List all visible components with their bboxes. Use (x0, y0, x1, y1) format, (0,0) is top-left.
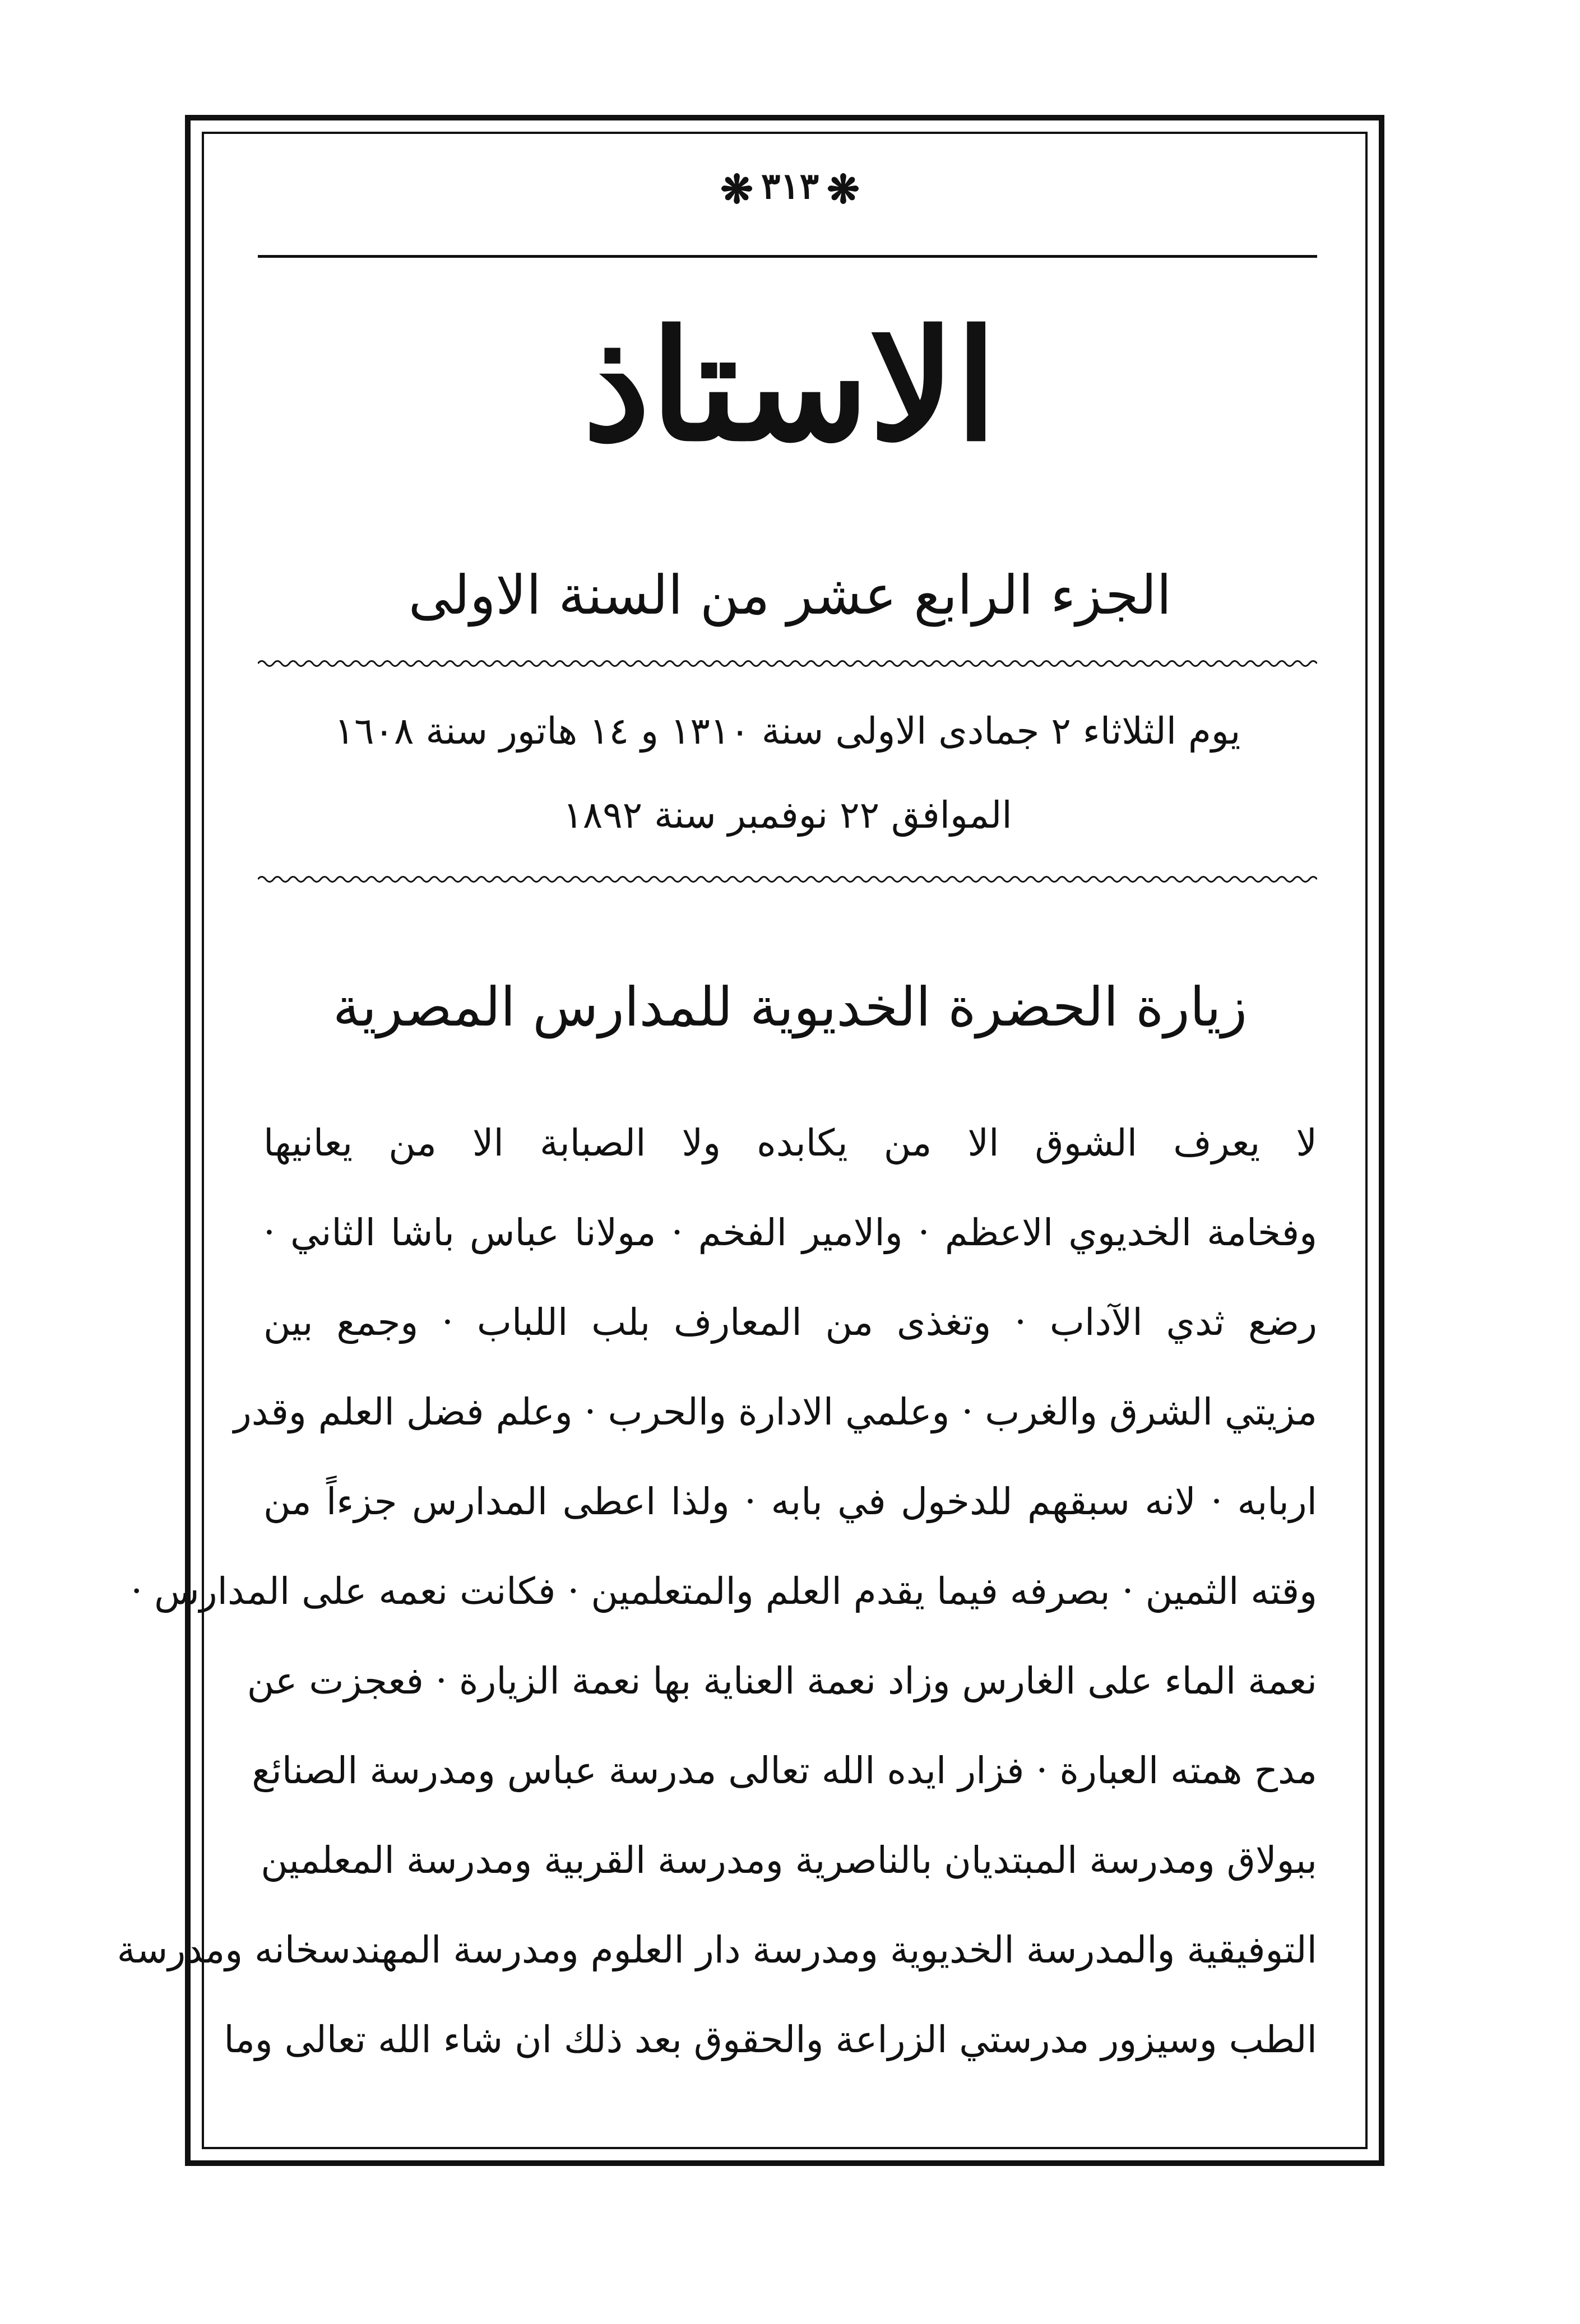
article-body (117, 1098, 1317, 2085)
body-line: اربابه · لانه سبقهم للدخول في بابه · ولذا اعطى المدارس جزءاً من (263, 1480, 1317, 1523)
issue-line: الجزء الرابع عشر من السنة الاولى (408, 564, 1172, 627)
ornament-icon: ❋ (827, 166, 860, 212)
body-line: وقته الثمين · بصرفه فيما يقدم العلم والمتعلمين · فكانت نعمه على المدارس · (131, 1570, 1317, 1613)
wavy-divider (258, 874, 1317, 884)
body-line: مدح همته العبارة · فزار ايده الله تعالى مدرسة عباس ومدرسة الصنائع (252, 1749, 1317, 1792)
body-line: التوفيقية والمدرسة الخديوية ومدرسة دار العلوم ومدرسة المهندسخانه ومدرسة (117, 1928, 1317, 1972)
wavy-divider (258, 658, 1317, 669)
article-heading: زيارة الحضرة الخديوية للمدارس المصرية (332, 976, 1248, 1038)
body-line: مزيتي الشرق والغرب · وعلمي الادارة والحرب · وعلم فضل العلم وقدر (233, 1390, 1317, 1434)
page-number (0, 165, 1580, 212)
body-line: وفخامة الخديوي الاعظم · والامير الفخم · مولانا عباس باشا الثاني · (263, 1211, 1317, 1254)
body-line: ببولاق ومدرسة المبتديان بالناصرية ومدرسة القربية ومدرسة المعلمين (261, 1839, 1317, 1882)
header-rule (258, 255, 1317, 258)
body-line: رضع ثدي الآداب · وتغذى من المعارف بلب اللباب · وجمع بين (263, 1301, 1317, 1344)
ornament-icon: ❋ (720, 166, 753, 212)
date-line-1: يوم الثلاثاء ٢ جمادى الاولى سنة ١٣١٠ و ١٤ هاتور سنة ١٦٠٨ (334, 709, 1241, 753)
body-line: نعمة الماء على الغارس وزاد نعمة العناية بها نعمة الزيارة · فعجزت عن (247, 1659, 1317, 1703)
body-line: الطب وسيزور مدرستي الزراعة والحقوق بعد ذلك ان شاء الله تعالى وما (224, 2018, 1317, 2061)
page-number-value: ٣١٣ (761, 165, 819, 207)
date-line-2: الموافق ٢٢ نوفمبر سنة ١٨٩٢ (563, 794, 1012, 837)
journal-title: الاستاذ (582, 296, 998, 475)
body-line: لا يعرف الشوق الا من يكابده ولا الصبابة الا من يعانيها (263, 1121, 1317, 1165)
